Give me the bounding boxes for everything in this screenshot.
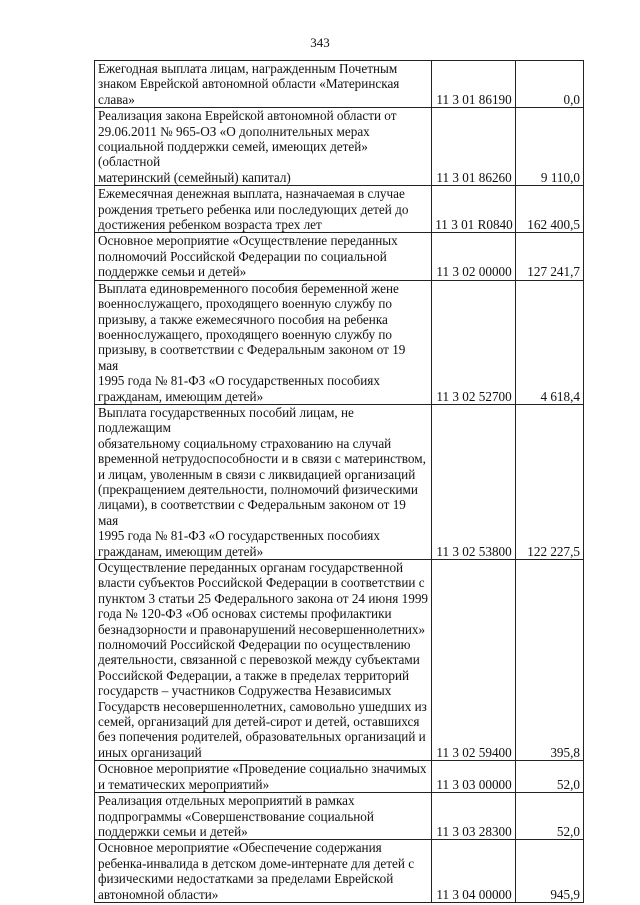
description-line: Государств несовершеннолетних, самовольно ушедших из bbox=[98, 698, 427, 714]
description-line: (прекращением деятельности, полномочий физическими bbox=[98, 481, 418, 497]
budget-code: 11 3 03 28300 bbox=[432, 793, 516, 840]
description-line: достижения ребенком возраста трех лет bbox=[98, 217, 322, 233]
page-number: 343 bbox=[310, 35, 330, 50]
description-line: материнский (семейный) капитал) bbox=[98, 169, 291, 185]
table-row bbox=[95, 280, 584, 404]
description-line: социальной поддержки семей, имеющих детей» (областной bbox=[98, 139, 368, 170]
description-line: призыву, а также ежемесячного пособия на ребенка bbox=[98, 311, 388, 327]
row-description bbox=[95, 793, 432, 840]
description-line: семей, организаций для детей-сирот и детей, оставшихся bbox=[98, 714, 420, 730]
description-line: временной нетрудоспособности и в связи с материнством, bbox=[98, 451, 426, 467]
description-line: государств – участников Содружества Независимых bbox=[98, 683, 392, 699]
table-row bbox=[95, 560, 584, 761]
description-line: военнослужащего, проходящего военную службу по bbox=[98, 326, 392, 342]
amount: 945,9 bbox=[515, 840, 583, 903]
amount: 4 618,4 bbox=[515, 280, 583, 404]
description-line: Ежемесячная денежная выплата, назначаемая в случае bbox=[98, 186, 405, 202]
description-line: 1995 года № 81-ФЗ «О государственных пособиях bbox=[98, 373, 380, 389]
description-line: лицами), в соответствии с Федеральным законом от 19 мая bbox=[98, 497, 406, 528]
amount: 122 227,5 bbox=[515, 404, 583, 559]
budget-code: 11 3 04 00000 bbox=[432, 840, 516, 903]
description-line: автономной области» bbox=[98, 886, 219, 902]
description-line: 29.06.2011 № 965-ОЗ «О дополнительных мерах bbox=[98, 123, 370, 139]
description-line: власти субъектов Российской Федерации в соответствии с bbox=[98, 575, 425, 591]
budget-code: 11 3 02 53800 bbox=[432, 404, 516, 559]
amount: 162 400,5 bbox=[515, 186, 583, 233]
description-line: Основное мероприятие «Обеспечение содержания bbox=[98, 840, 382, 856]
description-line: деятельности, связанной с перевозкой между субъектами bbox=[98, 652, 420, 668]
description-line: поддержки семьи и детей» bbox=[98, 823, 248, 839]
row-description bbox=[95, 233, 432, 280]
description-line: Основное мероприятие «Проведение социально значимых bbox=[98, 761, 427, 777]
budget-table-body bbox=[95, 61, 584, 903]
description-line: подпрограммы «Совершенствование социальной bbox=[98, 808, 374, 824]
description-line: без попечения родителей, образовательных организаций и bbox=[98, 729, 426, 745]
table-row bbox=[95, 233, 584, 280]
amount: 52,0 bbox=[515, 793, 583, 840]
table-row bbox=[95, 761, 584, 793]
description-line: и лицам, уволенным в связи с ликвидацией организаций bbox=[98, 466, 416, 482]
amount: 395,8 bbox=[515, 560, 583, 761]
table-row bbox=[95, 793, 584, 840]
description-line: гражданам, имеющим детей» bbox=[98, 388, 264, 404]
budget-code: 11 3 03 00000 bbox=[432, 761, 516, 793]
budget-code: 11 3 02 00000 bbox=[432, 233, 516, 280]
description-line: Выплата единовременного пособия беременной жене bbox=[98, 280, 399, 296]
description-line: Осуществление переданных органам государственной bbox=[98, 560, 404, 575]
table-row bbox=[95, 186, 584, 233]
description-line: Российской Федерации, а также в пределах территорий bbox=[98, 667, 410, 683]
description-line: знаком Еврейской автономной области «Материнская bbox=[98, 76, 400, 92]
description-line: военнослужащего, проходящего военную службу по bbox=[98, 296, 392, 312]
description-line: года № 120-ФЗ «Об основах системы профилактики bbox=[98, 606, 392, 622]
description-line: поддержке семьи и детей» bbox=[98, 264, 247, 280]
description-line: обязательному социальному страхованию на случай bbox=[98, 435, 392, 451]
row-description bbox=[95, 61, 432, 108]
row-description bbox=[95, 108, 432, 186]
description-line: Ежегодная выплата лицам, награжденным Почетным bbox=[98, 61, 398, 76]
amount: 9 110,0 bbox=[515, 108, 583, 186]
description-line: полномочий Российской Федерации по социальной bbox=[98, 248, 387, 264]
description-line: 1995 года № 81-ФЗ «О государственных пособиях bbox=[98, 528, 380, 544]
description-line: ребенка-инвалида в детском доме-интернате для детей с bbox=[98, 855, 415, 871]
description-line: Выплата государственных пособий лицам, не подлежащим bbox=[98, 404, 354, 436]
table-row bbox=[95, 840, 584, 903]
amount: 0,0 bbox=[515, 61, 583, 108]
budget-code: 11 3 02 52700 bbox=[432, 280, 516, 404]
description-line: физическими недостатками за пределами Еврейской bbox=[98, 871, 394, 887]
row-description bbox=[95, 280, 432, 404]
description-line: полномочий Российской Федерации по осуществлению bbox=[98, 637, 411, 653]
description-line: гражданам, имеющим детей» bbox=[98, 543, 264, 559]
description-line: призыву, в соответствии с Федеральным законом от 19 мая bbox=[98, 342, 406, 373]
description-line: Основное мероприятие «Осуществление переданных bbox=[98, 233, 398, 249]
table-row bbox=[95, 61, 584, 108]
row-description bbox=[95, 186, 432, 233]
table-row bbox=[95, 108, 584, 186]
description-line: и тематических мероприятий» bbox=[98, 776, 270, 792]
description-line: слава» bbox=[98, 91, 135, 107]
amount: 52,0 bbox=[515, 761, 583, 793]
row-description bbox=[95, 761, 432, 793]
budget-code: 11 3 01 86190 bbox=[432, 61, 516, 108]
budget-table bbox=[94, 60, 584, 903]
row-description bbox=[95, 840, 432, 903]
budget-code: 11 3 01 R0840 bbox=[432, 186, 516, 233]
row-description bbox=[95, 404, 432, 559]
row-description bbox=[95, 560, 432, 761]
budget-code: 11 3 01 86260 bbox=[432, 108, 516, 186]
amount: 127 241,7 bbox=[515, 233, 583, 280]
table-row bbox=[95, 404, 584, 559]
description-line: безнадзорности и правонарушений несовершеннолетних» bbox=[98, 621, 426, 637]
description-line: иных организаций bbox=[98, 744, 202, 760]
description-line: Реализация закона Еврейской автономной области от bbox=[98, 108, 397, 124]
description-line: Реализация отдельных мероприятий в рамках bbox=[98, 793, 355, 809]
description-line: пунктом 3 статьи 25 Федерального закона от 24 июня 1999 bbox=[98, 590, 429, 606]
description-line: рождения третьего ребенка или последующих детей до bbox=[98, 201, 409, 217]
budget-code: 11 3 02 59400 bbox=[432, 560, 516, 761]
